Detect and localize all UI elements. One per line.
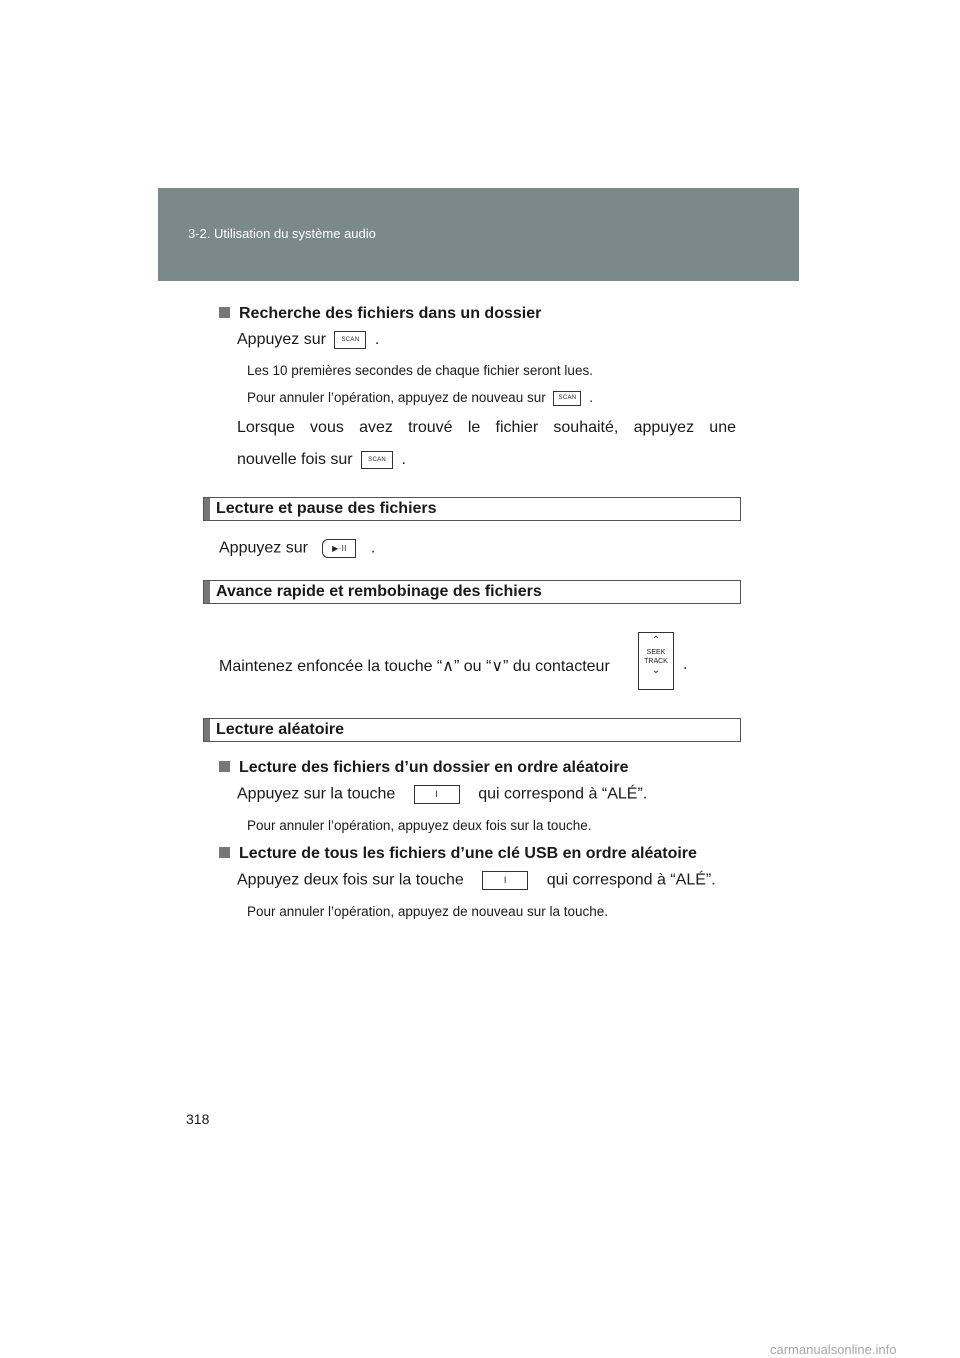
scan-key-icon: SCAN <box>334 331 366 349</box>
instruction-seek: Maintenez enfoncée la touche “∧” ou “∨” du contacteur <box>219 658 610 675</box>
preset-key-icon: I <box>482 871 528 890</box>
scan-key-icon: SCAN <box>361 451 393 469</box>
section-title-lecture-aleatoire: Lecture aléatoire <box>203 718 741 742</box>
note-scan-2: Pour annuler l’opération, appuyez de nouveau sur SCAN . <box>247 390 594 405</box>
bullet-square-icon <box>219 847 230 858</box>
chevron-up-icon: ⌃ <box>651 635 661 646</box>
scan-key-icon: SCAN <box>553 391 581 406</box>
heading-recherche: Recherche des fichiers dans un dossier <box>219 305 541 323</box>
period: . <box>683 656 688 673</box>
heading-usb-aleatoire: Lecture de tous les fichiers d’une clé USB en ordre aléatoire <box>219 845 697 863</box>
header-bar <box>158 188 799 281</box>
note-scan-1: Les 10 premières secondes de chaque fichier seront lues. <box>247 363 593 378</box>
paragraph-line-2: nouvelle fois sur SCAN . <box>237 451 406 469</box>
instruction-play-pause: Appuyez sur ▶·II . <box>219 539 376 557</box>
chevron-down-icon: ∨ <box>491 658 504 675</box>
note-random-folder: Pour annuler l’opération, appuyez deux fois sur la touche. <box>247 818 592 833</box>
section-breadcrumb: 3-2. Utilisation du système audio <box>188 226 376 241</box>
watermark: carmanualsonline.info <box>770 1342 897 1357</box>
chevron-up-icon: ∧ <box>442 658 454 675</box>
instruction-scan: Appuyez sur SCAN . <box>237 331 380 349</box>
instruction-random-usb: Appuyez deux fois sur la touche I qui correspond à “ALÉ”. <box>237 871 716 889</box>
heading-dossier-aleatoire: Lecture des fichiers d’un dossier en ordre aléatoire <box>219 759 628 777</box>
bullet-square-icon <box>219 761 230 772</box>
paragraph-line-1: Lorsque vous avez trouvé le fichier souhaité, appuyez une <box>237 419 736 436</box>
preset-key-icon: I <box>414 785 460 804</box>
bullet-square-icon <box>219 307 230 318</box>
section-title-lecture-pause: Lecture et pause des fichiers <box>203 497 741 521</box>
section-title-avance-rapide: Avance rapide et rembobinage des fichiers <box>203 580 741 604</box>
page-number: 318 <box>186 1111 210 1127</box>
note-random-usb: Pour annuler l’opération, appuyez de nouveau sur la touche. <box>247 904 608 919</box>
play-pause-key-icon: ▶·II <box>322 539 356 558</box>
instruction-random-folder: Appuyez sur la touche I qui correspond à “ALÉ”. <box>237 785 648 803</box>
seek-track-switch-icon: ⌃ SEEK TRACK ⌄ <box>638 632 674 690</box>
chevron-down-icon: ⌄ <box>651 665 661 676</box>
